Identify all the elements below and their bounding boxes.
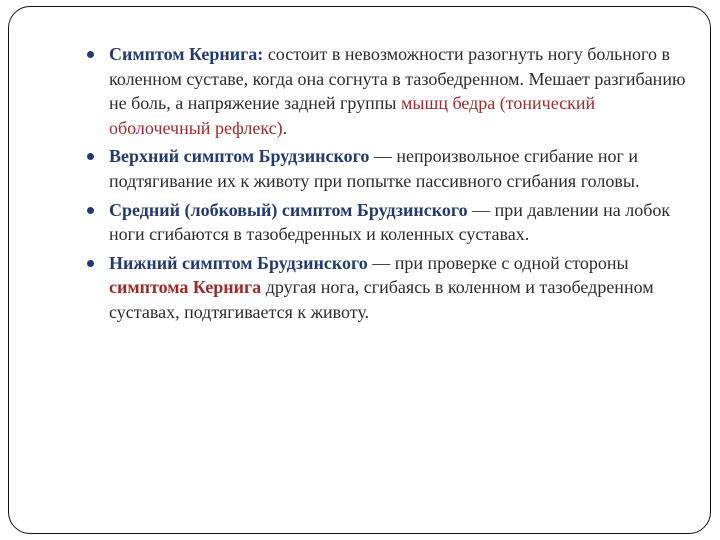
lower-brudzinski-kernig-ref: симптома Кернига: [109, 277, 262, 298]
bullet-item-kernig: [87, 42, 693, 140]
middle-brudzinski-term: Средний (лобковый) симптом Брудзинского: [109, 199, 468, 220]
upper-brudzinski-text: — непроизвольное сгибание ног и подтягивание их к животу при попытке пассивного сгибания головы.: [109, 146, 640, 191]
slide-frame: [8, 6, 711, 534]
upper-brudzinski-term: Верхний симптом Брудзинского: [109, 146, 370, 167]
bullet-icon: [87, 51, 94, 58]
bullet-item-middle-brudzinski: [87, 198, 693, 247]
lower-brudzinski-text: — при проверке с одной стороны: [367, 252, 629, 273]
kernig-text: состоит в невозможности разогнуть ногу больного в коленном суставе, когда она согнута в тазобедренном. Мешает разгибанию не боль, а напряжение задней группы: [109, 44, 686, 114]
bullet-item-upper-brudzinski: [87, 144, 693, 193]
bullet-icon: [87, 153, 94, 160]
bullet-icon: [87, 260, 94, 267]
bullet-icon: [87, 207, 94, 214]
lower-brudzinski-end: другая нога, сгибаясь в коленном и тазобедренном суставах, подтягивается к животу.: [109, 277, 654, 322]
kernig-highlight: мышц бедра (тонический оболочечный рефлекс): [109, 93, 596, 138]
lower-brudzinski-term: Нижний симптом Брудзинского: [109, 252, 368, 273]
kernig-end: .: [282, 117, 288, 138]
middle-brudzinski-text: — при давлении на лобок ноги сгибаются в тазобедренных и коленных суставах.: [109, 199, 671, 245]
bullet-list: [87, 42, 693, 329]
bullet-item-lower-brudzinski: [87, 251, 693, 325]
kernig-term: Симптом Кернига:: [109, 44, 264, 64]
